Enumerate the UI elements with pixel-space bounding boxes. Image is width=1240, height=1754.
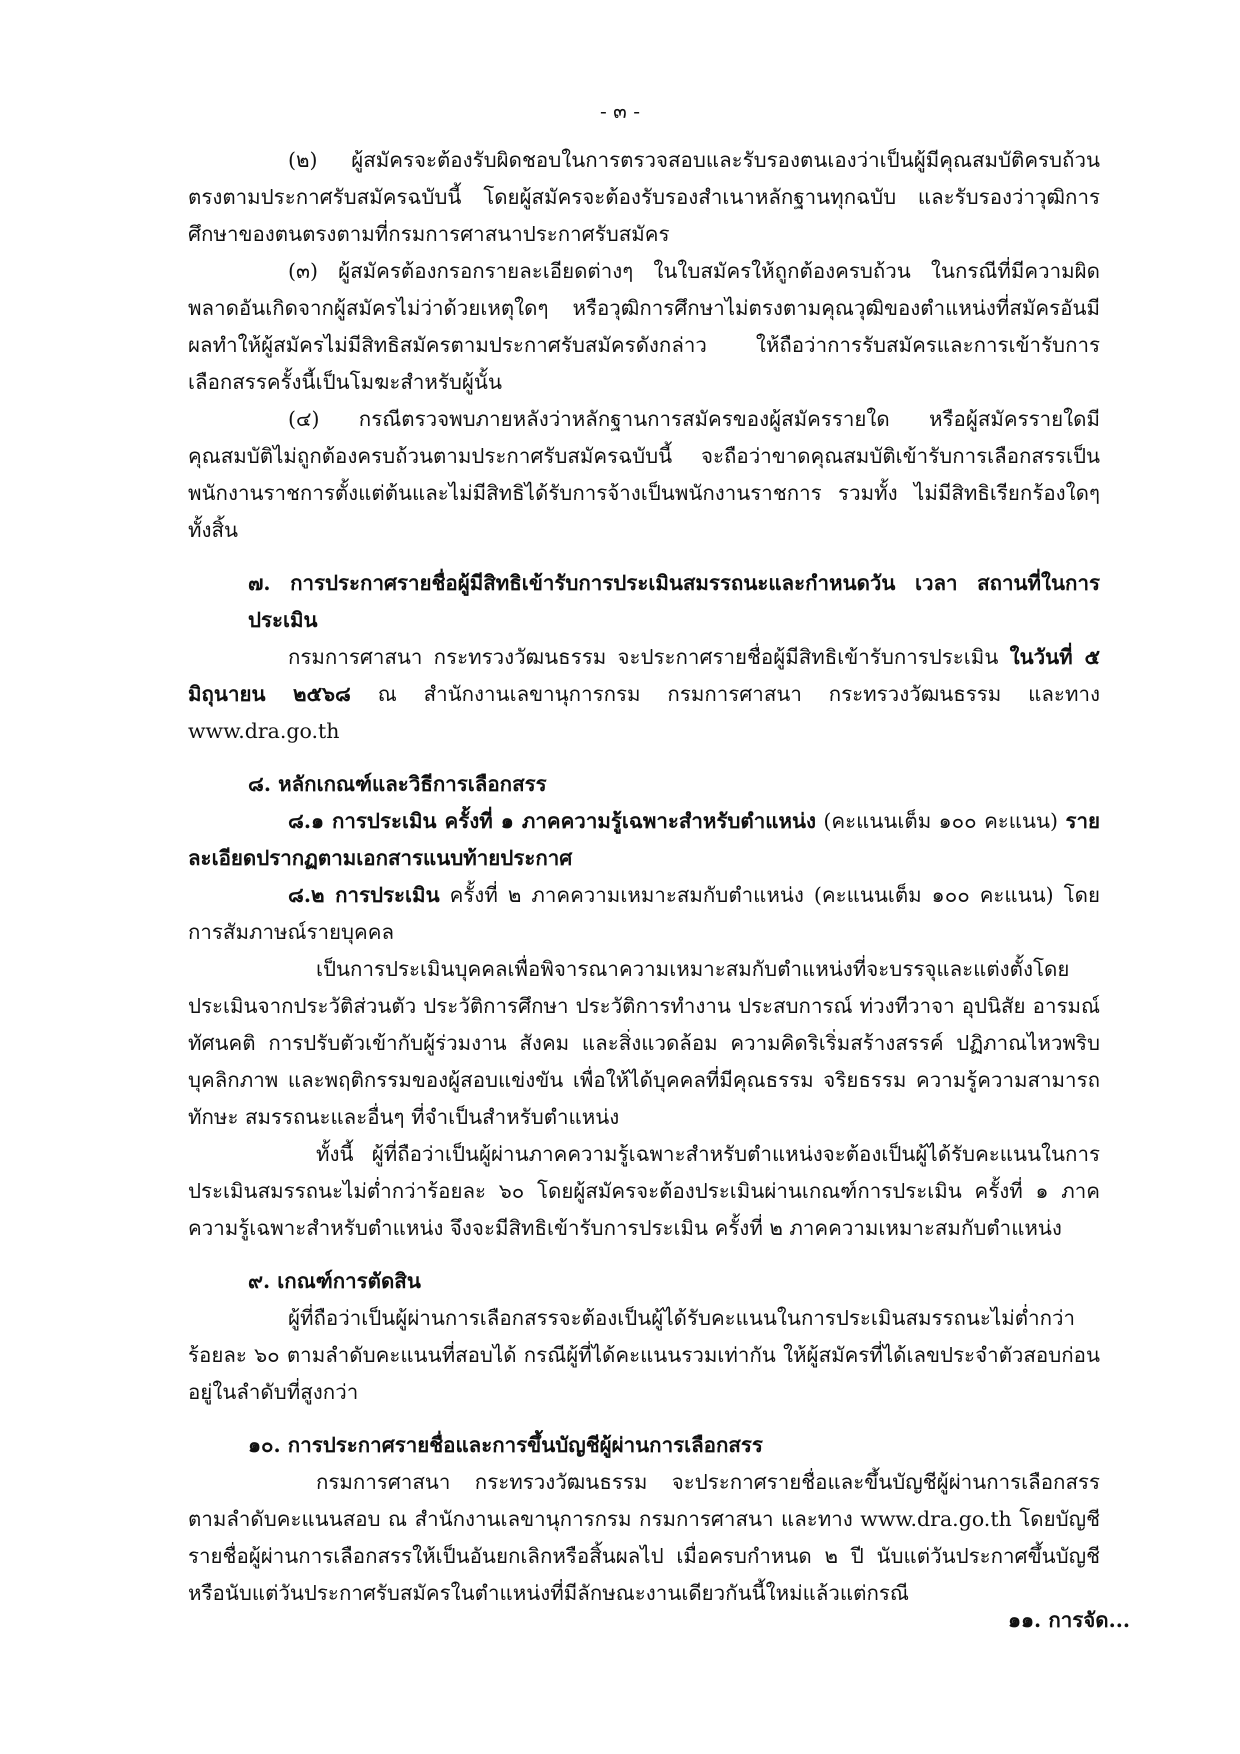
paragraph-6-4: (๔) กรณีตรวจพบภายหลังว่าหลักฐานการสมัครของผู้สมัครรายใด หรือผู้สมัครรายใดมีคุณสมบัติไม่ถูกต้องครบถ้วนตามประกาศรับสมัครฉบับนี้ จะถือว่าขาดคุณสมบัติเข้ารับการเลือกสรรเป็นพนักงานราชการตั้งแต่ต้นและไม่มีสิทธิได้รับการจ้างเป็นพนักงานราชการ รวมทั้ง ไม่มีสิทธิเรียกร้องใดๆ ทั้งสิ้น (188, 407, 1100, 542)
section-8-2-text: ครั้งที่ ๒ ภาคความเหมาะสมกับตำแหน่ง (คะแนนเต็ม ๑๐๐ คะแนน) โดยการสัมภาษณ์รายบุคคล (188, 883, 1101, 944)
section-7-text-b: ณ สำนักงานเลขานุการกรม กรมการศาสนา กระทรวงวัฒนธรรม และทาง www.dra.go.th (188, 682, 1100, 743)
section-7-date: ในวันที่ ๕ มิถุนายน ๒๕๖๘ (188, 645, 1101, 706)
section-8-heading: ๘. หลักเกณฑ์และวิธีการเลือกสรร (248, 772, 547, 796)
section-8-1-title: ๘.๑ การประเมิน ครั้งที่ ๑ ภาคความรู้เฉพาะสำหรับตำแหน่ง (288, 809, 816, 833)
section-8-1-text: (คะแนนเต็ม ๑๐๐ คะแนน) (816, 809, 1066, 833)
next-page-continuation: ๑๑. การจัด... (1008, 1608, 1130, 1632)
section-8-1-detail: รายละเอียดปรากฏตามเอกสารแนบท้ายประกาศ (188, 809, 1100, 870)
section-9-heading: ๙. เกณฑ์การตัดสิน (248, 1269, 421, 1293)
section-8-2-title: ๘.๒ การประเมิน (288, 883, 440, 907)
section-7-heading: ๗. การประกาศรายชื่อผู้มีสิทธิเข้ารับการประเมินสมรรถนะและกำหนดวัน เวลา สถานที่ในการประเมิน (248, 571, 1100, 632)
section-10-heading: ๑๐. การประกาศรายชื่อและการขึ้นบัญชีผู้ผ่านการเลือกสรร (248, 1433, 763, 1457)
section-8-assessment: เป็นการประเมินบุคคลเพื่อพิจารณาความเหมาะสมกับตำแหน่งที่จะบรรจุและแต่งตั้งโดยประเมินจากประวัติส่วนตัว ประวัติการศึกษา ประวัติการทำงาน ประสบการณ์ ท่วงทีวาจา อุปนิสัย อารมณ์ ทัศนคติ การปรับตัวเข้ากับผู้ร่วมงาน สังคม และสิ่งแวดล้อม ความคิดริเริ่มสร้างสรรค์ ปฏิภาณไหวพริบ บุคลิกภาพ และพฤติกรรมของผู้สอบแข่งขัน เพื่อให้ได้บุคคลที่มีคุณธรรม จริยธรรม ความรู้ความสามารถ ทักษะ สมรรถนะและอื่นๆ ที่จำเป็นสำหรับตำแหน่ง (188, 957, 1100, 1129)
section-10-text: กรมการศาสนา กระทรวงวัฒนธรรม จะประกาศรายชื่อและขึ้นบัญชีผู้ผ่านการเลือกสรรตามลำดับคะแนนสอบ ณ สำนักงานเลขานุการกรม กรมการศาสนา และทาง www.dra.go.th โดยบัญชีรายชื่อผู้ผ่านการเลือกสรรให้เป็นอันยกเลิกหรือสิ้นผลไป เมื่อครบกำหนด ๒ ปี นับแต่วันประกาศขึ้นบัญชี หรือนับแต่วันประกาศรับสมัครในตำแหน่งที่มีลักษณะงานเดียวกันนี้ใหม่แล้วแต่กรณี (188, 1470, 1100, 1605)
section-8-pass-criteria: ทั้งนี้ ผู้ที่ถือว่าเป็นผู้ผ่านภาคความรู้เฉพาะสำหรับตำแหน่งจะต้องเป็นผู้ได้รับคะแนนในการประเมินสมรรถนะไม่ต่ำกว่าร้อยละ ๖๐ โดยผู้สมัครจะต้องประเมินผ่านเกณฑ์การประเมิน ครั้งที่ ๑ ภาคความรู้เฉพาะสำหรับตำแหน่ง จึงจะมีสิทธิเข้ารับการประเมิน ครั้งที่ ๒ ภาคความเหมาะสมกับตำแหน่ง (188, 1142, 1100, 1240)
document-body (188, 142, 1100, 1612)
section-9-text: ผู้ที่ถือว่าเป็นผู้ผ่านการเลือกสรรจะต้องเป็นผู้ได้รับคะแนนในการประเมินสมรรถนะไม่ต่ำกว่าร้อยละ ๖๐ ตามลำดับคะแนนที่สอบได้ กรณีผู้ที่ได้คะแนนรวมเท่ากัน ให้ผู้สมัครที่ได้เลขประจำตัวสอบก่อนอยู่ในลำดับที่สูงกว่า (188, 1306, 1100, 1404)
section-8-1 (188, 803, 1100, 877)
paragraph-6-3: (๓) ผู้สมัครต้องกรอกรายละเอียดต่างๆ ในใบสมัครให้ถูกต้องครบถ้วน ในกรณีที่มีความผิดพลาดอันเกิดจากผู้สมัครไม่ว่าด้วยเหตุใดๆ หรือวุฒิการศึกษาไม่ตรงตามคุณวุฒิของตำแหน่งที่สมัครอันมีผลทำให้ผู้สมัครไม่มีสิทธิสมัครตามประกาศรับสมัครดังกล่าว ให้ถือว่าการรับสมัครและการเข้ารับการเลือกสรรครั้งนี้เป็นโมฆะสำหรับผู้นั้น (188, 259, 1100, 394)
paragraph-6-2: (๒) ผู้สมัครจะต้องรับผิดชอบในการตรวจสอบและรับรองตนเองว่าเป็นผู้มีคุณสมบัติครบถ้วนตรงตามประกาศรับสมัครฉบับนี้ โดยผู้สมัครจะต้องรับรองสำเนาหลักฐานทุกฉบับ และรับรองว่าวุฒิการศึกษาของตนตรงตามที่กรมการศาสนาประกาศรับสมัคร (188, 148, 1100, 246)
section-8-2 (188, 877, 1100, 951)
section-7-text-a: กรมการศาสนา กระทรวงวัฒนธรรม จะประกาศรายชื่อผู้มีสิทธิเข้ารับการประเมิน (288, 645, 1010, 669)
page-number: - ๓ - (600, 99, 640, 123)
section-7-text (188, 639, 1100, 750)
